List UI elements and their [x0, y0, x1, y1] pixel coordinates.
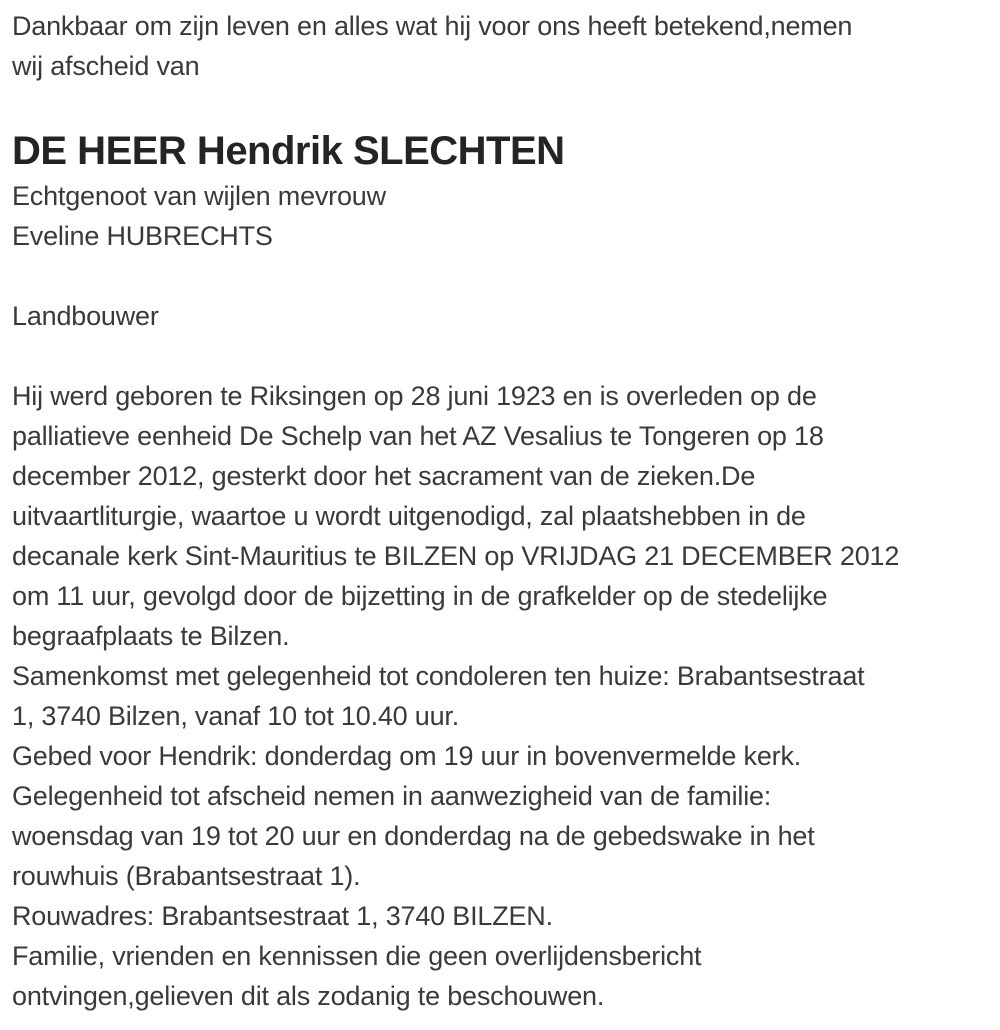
- spouse-name-line: Eveline HUBRECHTS: [12, 221, 273, 251]
- intro-line: Dankbaar om zijn leven en alles wat hij voor ons heeft betekend,nemen: [12, 11, 853, 41]
- details-line: Rouwadres: Brabantsestraat 1, 3740 BILZEN.: [12, 901, 553, 931]
- details-line: woensdag van 19 tot 20 uur en donderdag na de gebedswake in het: [12, 821, 815, 851]
- details-line: om 11 uur, gevolgd door de bijzetting in de grafkelder op de stedelijke: [12, 581, 828, 611]
- details-line: december 2012, gesterkt door het sacrament van de zieken.De: [12, 461, 756, 491]
- details-line: decanale kerk Sint-Mauritius te BILZEN op VRIJDAG 21 DECEMBER 2012: [12, 541, 900, 571]
- spouse-line: Echtgenoot van wijlen mevrouw: [12, 181, 386, 211]
- details-line: begraafplaats te Bilzen.: [12, 621, 290, 651]
- details-line: palliatieve eenheid De Schelp van het AZ Vesalius te Tongeren op 18: [12, 421, 824, 451]
- details-line: Samenkomst met gelegenheid tot condoleren ten huize: Brabantsestraat: [12, 661, 865, 691]
- details-line: 1, 3740 Bilzen, vanaf 10 tot 10.40 uur.: [12, 701, 460, 731]
- spouse-paragraph: [12, 176, 986, 256]
- profession-line: Landbouwer: [12, 301, 159, 331]
- details-line: uitvaartliturgie, waartoe u wordt uitgenodigd, zal plaatshebben in de: [12, 501, 806, 531]
- details-line: Hij werd geboren te Riksingen op 28 juni 1923 en is overleden op de: [12, 381, 817, 411]
- details-line: rouwhuis (Brabantsestraat 1).: [12, 861, 361, 891]
- details-line: Gebed voor Hendrik: donderdag om 19 uur in bovenvermelde kerk.: [12, 741, 802, 771]
- intro-line: wij afscheid van: [12, 51, 200, 81]
- profession-paragraph: [12, 296, 986, 336]
- details-line: Gelegenheid tot afscheid nemen in aanwezigheid van de familie:: [12, 781, 772, 811]
- details-line: ontvingen,gelieven dit als zodanig te beschouwen.: [12, 981, 605, 1011]
- details-paragraph: [12, 376, 986, 1016]
- intro-paragraph: [12, 6, 986, 86]
- details-line: Familie, vrienden en kennissen die geen overlijdensbericht: [12, 941, 702, 971]
- deceased-name-heading: DE HEER Hendrik SLECHTEN: [12, 129, 565, 173]
